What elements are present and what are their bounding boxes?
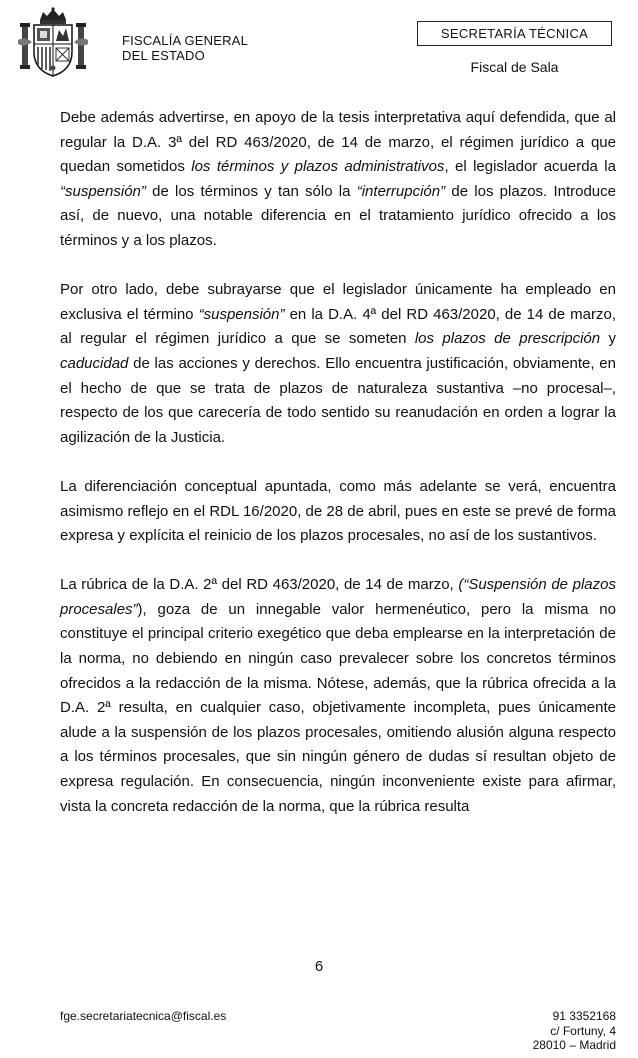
- footer-phone: 91 3352168: [552, 1009, 616, 1023]
- organization-name-line: FISCALÍA GENERAL: [122, 33, 249, 48]
- italic-text: “interrupción”: [356, 182, 446, 200]
- text-run: de los términos y tan sólo la: [145, 182, 357, 200]
- italic-text: los plazos de prescripción: [414, 330, 601, 348]
- italic-text: “suspensión”: [60, 182, 146, 200]
- footer-street: c/ Fortuny, 4: [550, 1023, 616, 1038]
- italic-text: “suspensión”: [198, 305, 285, 323]
- text-run: y: [600, 330, 616, 348]
- body-paragraph: [60, 278, 616, 450]
- body-paragraph: [60, 106, 616, 254]
- italic-text: caducidad: [60, 354, 129, 372]
- organization-name: [122, 33, 248, 63]
- text-run: de los plazos. Introduce así, de nuevo, una notable diferencia en el tratamiento jurídico ofrecido a los términos y a los plazos.: [60, 182, 616, 249]
- text-run: en la D.A. 4ª del RD 463/2020, de 14 de marzo, al regular el régimen jurídico a que se someten: [60, 305, 617, 348]
- text-run: La rúbrica de la D.A. 2ª del RD 463/2020, de 14 de marzo,: [60, 576, 459, 594]
- coat-of-arms-logo: [16, 6, 90, 80]
- department-box: SECRETARÍA TÉCNICA: [417, 21, 612, 46]
- italic-text: (“Suspensión de plazos procesales”: [60, 576, 616, 618]
- body-paragraph: [60, 573, 616, 819]
- text-run: La diferenciación conceptual apuntada, como más adelante se verá, encuentra asimismo reflejo en el RDL 16/2020, de 28 de abril, pues en este se prevé de forma expresa y explícita el reinicio de los plazos procesales, no así de los sustantivos.: [60, 477, 616, 545]
- organization-name-line: DEL ESTADO: [122, 48, 205, 63]
- text-run: de las acciones y derechos. Ello encuentra justificación, obviamente, en el hecho de que se trata de plazos de naturaleza sustantiva –no procesal–, respecto de los que carecería de todo sentido su reanudación en orden a lograr la agilización de la Justicia.: [60, 354, 616, 446]
- footer-email: fge.secretariatecnica@fiscal.es: [60, 1009, 227, 1023]
- text-run: Debe además advertirse, en apoyo de la tesis interpretativa aquí defendida, que al regular la D.A. 3ª del RD 463/2020, de 14 de marzo, el régimen jurídico a que quedan sometidos: [60, 109, 616, 176]
- footer-contact: [533, 1009, 616, 1053]
- footer-city: 28010 – Madrid: [532, 1038, 616, 1052]
- department-subtitle: Fiscal de Sala: [470, 59, 559, 75]
- text-run: Por otro lado, debe subrayarse que el legislador únicamente ha empleado en exclusiva el término: [60, 281, 616, 323]
- text-run: , el legislador acuerda la: [444, 158, 616, 176]
- body-paragraph: [60, 475, 616, 549]
- italic-text: los términos y plazos administrativos: [191, 158, 445, 176]
- text-run: ), goza de un innegable valor hermenéutico, pero la misma no constituye el principal criterio exegético que deba emplearse en la interpretación de la norma, no debiendo en ningún caso prevalecer sobre los concretos términos ofrecidos a la redacción de la misma. Nótese, además, que la rúbrica ofrecida a la D.A. 2ª resulta, en cualquier caso, objetivamente incompleta, pues únicamente alude a la suspensión de los plazos procesales, omitiendo alusión alguna respecto a los términos procesales, que sin ningún género de dudas sí resultan objeto de expresa regulación. En consecuencia, ningún inconveniente existe para afirmar, vista la concreta redacción de la norma, que la rúbrica resulta: [60, 600, 616, 815]
- page-number: 6: [314, 958, 324, 975]
- document-body: [60, 106, 616, 819]
